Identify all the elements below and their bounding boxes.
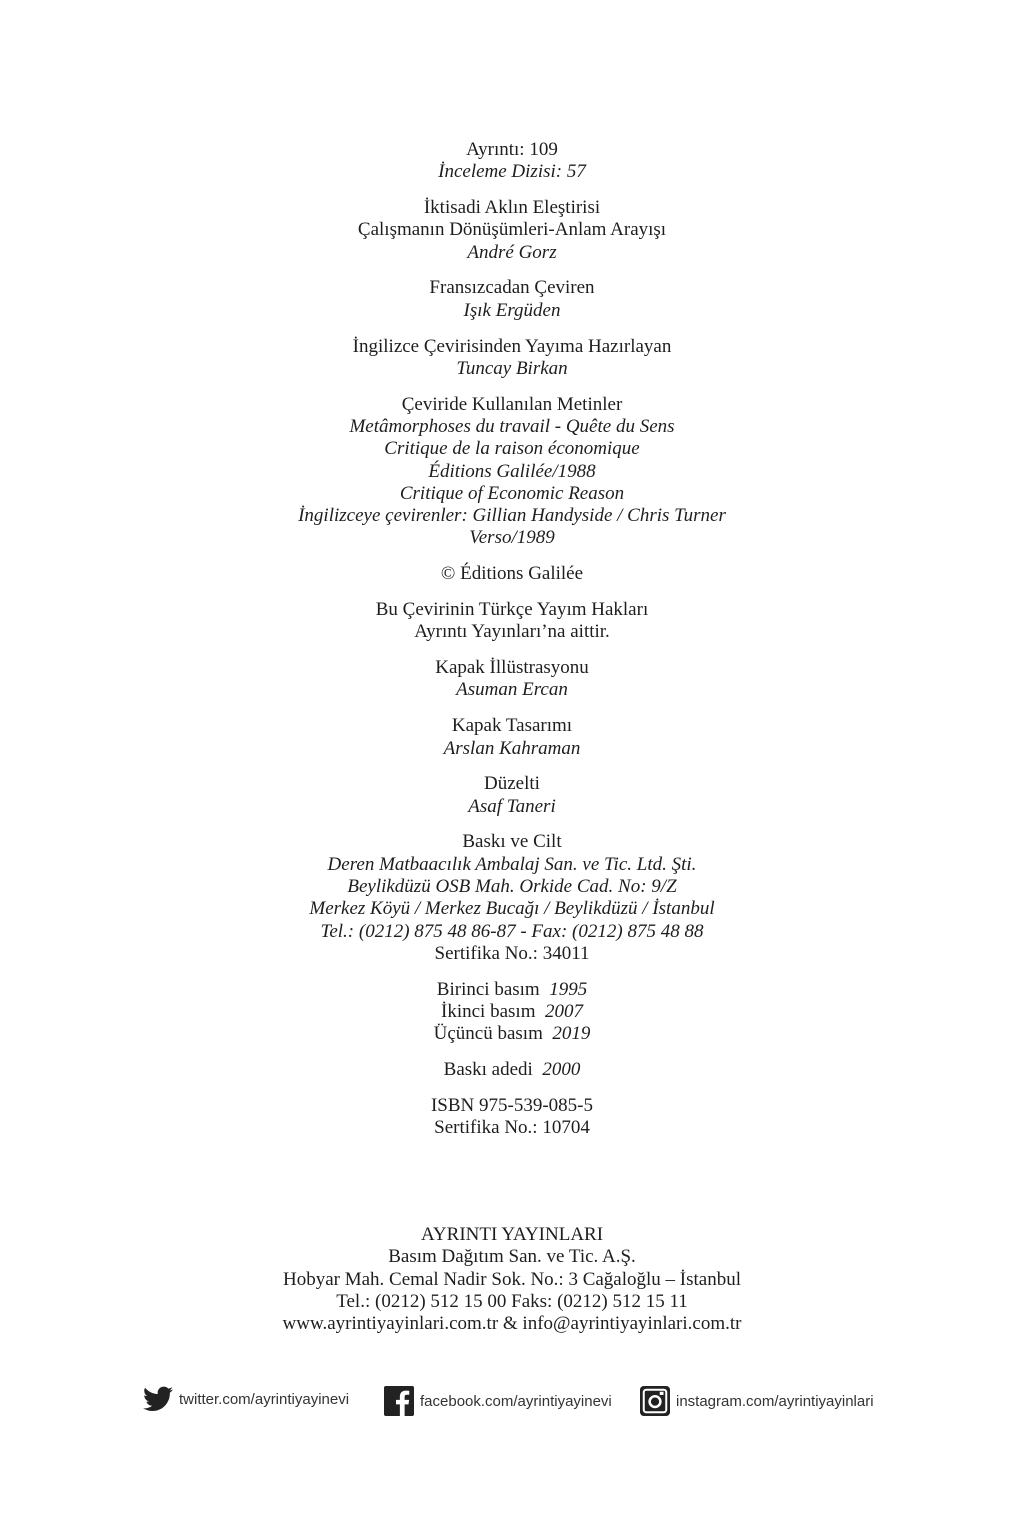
edition-line <box>0 979 1024 1001</box>
translator-info <box>0 277 1024 322</box>
publisher-web: www.ayrintiyayinlari.com.tr & info@ayrintiyayinlari.com.tr <box>282 1313 742 1335</box>
publisher-certificate: Sertifika No.: 10704 <box>434 1117 590 1139</box>
source-text-line: Critique de la raison économique <box>384 438 640 460</box>
edition-year: 2019 <box>552 1023 591 1045</box>
isbn-info <box>0 1095 1024 1140</box>
editor-label: İngilizce Çevirisinden Yayıma Hazırlayan <box>352 335 672 357</box>
rights-line: Bu Çevirinin Türkçe Yayım Hakları <box>375 599 649 621</box>
publisher-phone: Tel.: (0212) 512 15 00 Faks: (0212) 512 15 11 <box>336 1290 688 1312</box>
printing-label: Baskı ve Cilt <box>462 831 562 853</box>
twitter-handle: twitter.com/ayrintiyayinevi <box>179 1390 350 1408</box>
instagram-handle: instagram.com/ayrintiyayinlari <box>676 1392 874 1410</box>
series-info <box>0 139 1024 184</box>
series-number: Ayrıntı: 109 <box>466 139 558 160</box>
edition-label: İkinci basım <box>441 1001 536 1022</box>
cover-illustration-name: Asuman Ercan <box>456 679 568 701</box>
cover-illustration-info <box>0 657 1024 702</box>
book-subtitle: Çalışmanın Dönüşümleri-Anlam Arayışı <box>357 219 667 241</box>
copyright-text: © Éditions Galilée <box>440 563 584 585</box>
publisher-company: Basım Dağıtım San. ve Tic. A.Ş. <box>388 1246 636 1268</box>
edition-label: Birinci basım <box>436 978 540 1000</box>
source-text-line: Éditions Galilée/1988 <box>428 460 596 482</box>
edition-label: Üçüncü basım <box>433 1023 543 1045</box>
cover-design-info <box>0 715 1024 760</box>
editor-name: Tuncay Birkan <box>456 357 568 379</box>
cover-design-label: Kapak Tasarımı <box>451 715 573 737</box>
copyright-page <box>0 139 1024 1349</box>
proofreading-label: Düzelti <box>484 773 540 795</box>
source-text-line: Metâmorphoses du travail - Quête du Sens <box>349 415 675 437</box>
instagram-camera-icon <box>640 1386 670 1416</box>
publisher-info <box>0 1224 1024 1335</box>
series-name: İnceleme Dizisi: 57 <box>438 161 586 183</box>
social-links <box>0 1386 1024 1426</box>
printer-line: Merkez Köyü / Merkez Bucağı / Beylikdüzü / İstanbul <box>309 898 715 920</box>
printer-line: Deren Matbaacılık Ambalaj San. ve Tic. Ltd. Şti. <box>327 853 697 875</box>
spacer <box>0 1153 1024 1224</box>
facebook-link[interactable] <box>384 1386 612 1416</box>
twitter-bird-icon <box>143 1386 173 1412</box>
rights-info <box>0 599 1024 644</box>
edition-year: 1995 <box>549 978 588 1000</box>
edition-line <box>0 1001 1024 1023</box>
print-run-label: Baskı adedi <box>443 1059 533 1081</box>
twitter-link[interactable] <box>143 1386 349 1412</box>
print-run-info <box>0 1059 1024 1081</box>
facebook-handle: facebook.com/ayrintiyayinevi <box>420 1392 612 1410</box>
facebook-f-icon <box>384 1386 414 1416</box>
book-title: İktisadi Aklın Eleştirisi <box>423 197 601 219</box>
translator-label: Fransızcadan Çeviren <box>429 277 595 299</box>
printing-info <box>0 831 1024 965</box>
printer-line: Beylikdüzü OSB Mah. Orkide Cad. No: 9/Z <box>347 876 677 898</box>
edition-line <box>0 1023 1024 1045</box>
edition-year: 2007 <box>544 1001 583 1022</box>
source-text-line: Verso/1989 <box>469 527 555 549</box>
source-texts <box>0 394 1024 550</box>
printer-line: Tel.: (0212) 875 48 86-87 - Fax: (0212) 875 48 88 <box>320 920 704 942</box>
cover-illustration-label: Kapak İllüstrasyonu <box>435 657 589 679</box>
proofreading-info <box>0 773 1024 818</box>
rights-line: Ayrıntı Yayınları’na aittir. <box>414 621 610 643</box>
editions-info <box>0 979 1024 1046</box>
source-texts-label: Çeviride Kullanılan Metinler <box>401 393 623 415</box>
proofreading-name: Asaf Taneri <box>468 795 556 817</box>
publisher-name: AYRINTI YAYINLARI <box>420 1223 604 1245</box>
book-info <box>0 197 1024 264</box>
editor-info <box>0 336 1024 381</box>
book-author: André Gorz <box>467 241 557 263</box>
source-text-line: İngilizceye çevirenler: Gillian Handyside / Chris Turner <box>298 505 726 527</box>
publisher-address: Hobyar Mah. Cemal Nadir Sok. No.: 3 Cağaloğlu – İstanbul <box>282 1268 742 1290</box>
instagram-link[interactable] <box>640 1386 874 1416</box>
copyright-notice <box>0 563 1024 585</box>
cover-design-name: Arslan Kahraman <box>443 737 581 759</box>
isbn-number: ISBN 975-539-085-5 <box>430 1094 594 1116</box>
print-run-line <box>0 1059 1024 1081</box>
translator-name: Işık Ergüden <box>463 299 561 321</box>
print-run-value: 2000 <box>542 1059 581 1081</box>
source-text-line: Critique of Economic Reason <box>399 482 625 504</box>
printer-certificate: Sertifika No.: 34011 <box>434 942 590 964</box>
